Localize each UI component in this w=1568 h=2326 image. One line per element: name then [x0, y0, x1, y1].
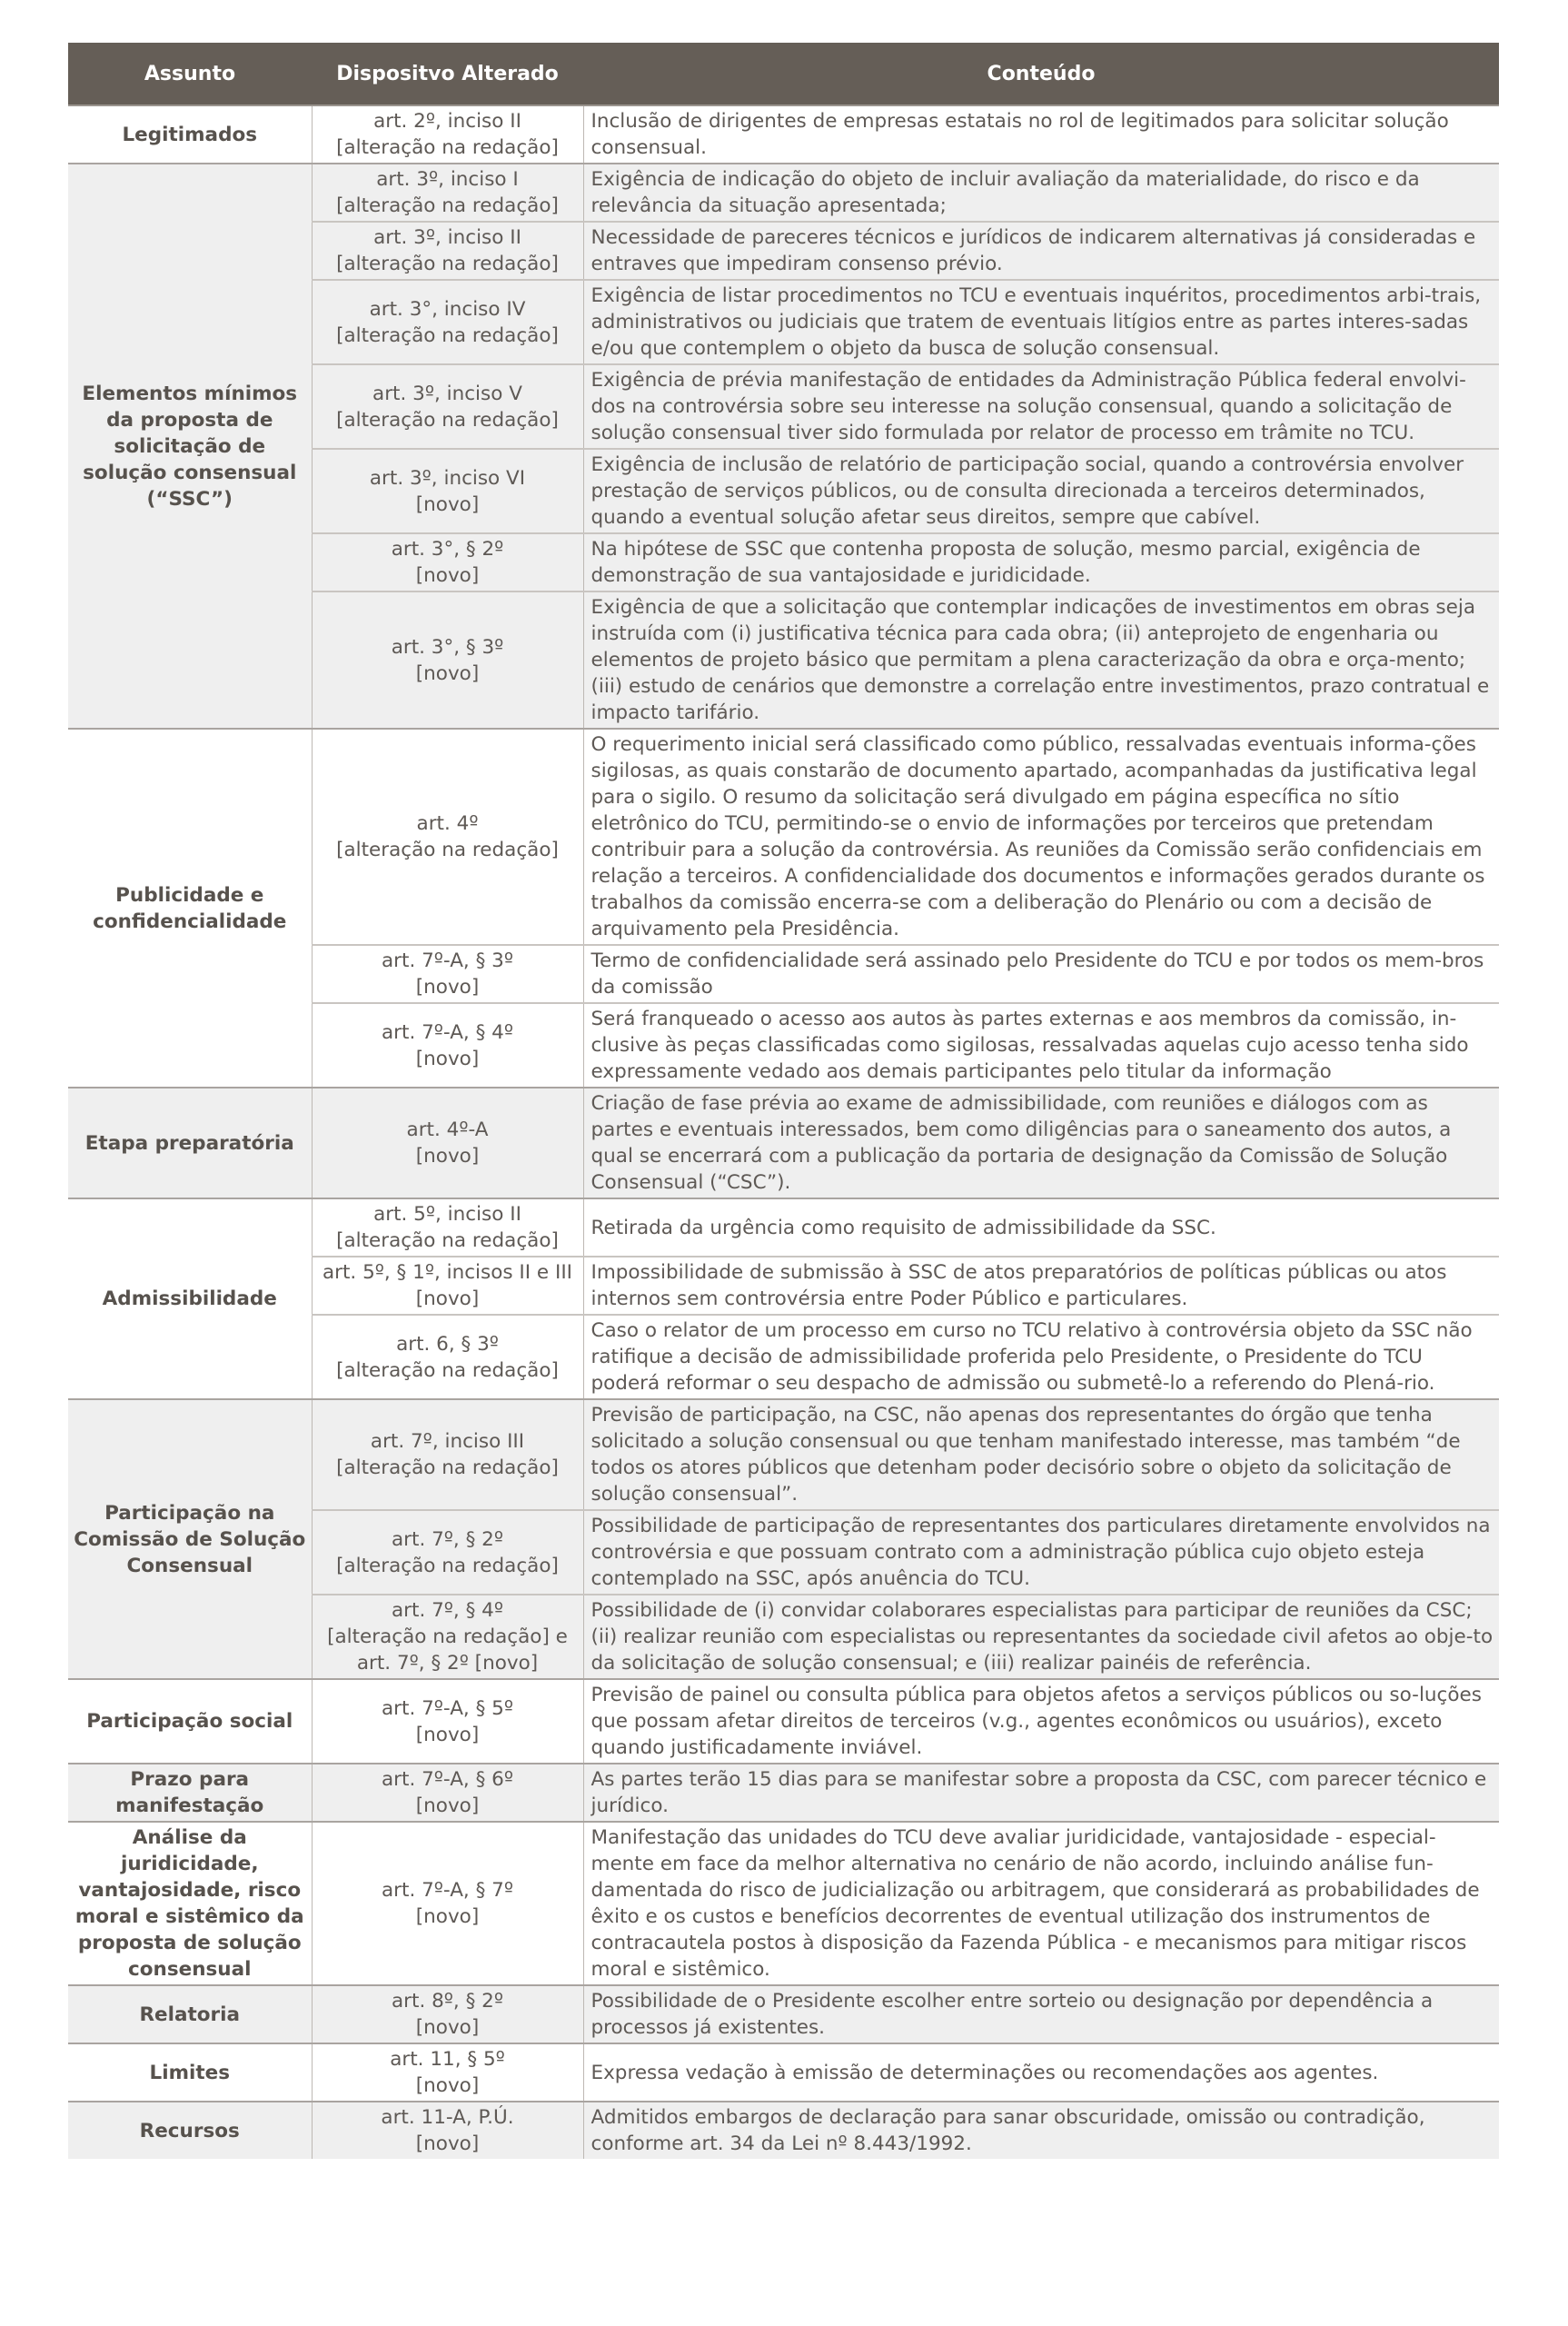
device-cell [312, 449, 583, 533]
amendments-table [68, 43, 1499, 2159]
device-line: [alteração na redação] [336, 323, 559, 347]
device-line: [alteração na redação] [336, 1456, 559, 1479]
subject-cell: Elementos mínimos da proposta de solicitação de solução consensual (“SSC”) [68, 164, 312, 729]
device-line: art. 11, § 5º [390, 2048, 505, 2071]
content-cell: Impossibilidade de submissão à SSC de atos preparatórios de políticas públicas ou atos internos sem controvérsia entre Poder Público e particulares. [583, 1257, 1499, 1315]
content-cell: As partes terão 15 dias para se manifestar sobre a proposta da CSC, com parecer técnico e jurídico. [583, 1764, 1499, 1822]
header-subject: Assunto [68, 43, 312, 105]
content-cell: Expressa vedação à emissão de determinações ou recomendações aos agentes. [583, 2043, 1499, 2102]
table-row [68, 1822, 1499, 1985]
content-cell: Necessidade de pareceres técnicos e jurídicos de indicarem alternativas já consideradas e entraves que impediram consenso prévio. [583, 222, 1499, 280]
table-row [68, 1198, 1499, 1257]
device-line: [alteração na redação] [336, 839, 559, 861]
table-header [68, 43, 1499, 105]
device-line: [alteração na redação] [336, 253, 559, 275]
table-row [68, 164, 1499, 222]
subject-group [68, 1822, 1499, 1985]
device-line: art. 7º-A, § 7º [382, 1879, 513, 1902]
device-cell [312, 591, 583, 729]
device-line: art. 5º, inciso II [373, 1203, 521, 1226]
device-line: [novo] [415, 2016, 480, 2039]
content-cell: Exigência de listar procedimentos no TCU e eventuais inquéritos, procedimentos arbi-trais, administrativos ou judiciais que tratem de eventuais litígios entre as partes interes-sadas e/ou que contemplem o objeto da busca de solução consensual. [583, 280, 1499, 364]
subject-cell: Relatoria [68, 1985, 312, 2043]
device-cell [312, 1198, 583, 1257]
device-line: art. 7º-A, § 5º [382, 1696, 513, 1720]
device-line: [alteração na redação] [336, 136, 559, 159]
content-cell: Possibilidade de participação de representantes dos particulares diretamente envolvidos na controvérsia e que possuam contrato com a administração pública cujo objeto esteja contemplado na SSC, após anuência do TCU. [583, 1510, 1499, 1595]
content-cell: Exigência de prévia manifestação de entidades da Administração Pública federal envolvi-dos na controvérsia sobre seu interesse na solução consensual, quando a solicitação de solução consensual tiver sido formulada por relator de processo em trâmite no TCU. [583, 364, 1499, 449]
device-line: art. 3°, § 2º [391, 538, 504, 561]
device-line: [alteração na redação] [336, 1358, 559, 1382]
header-row [68, 43, 1499, 105]
device-line: art. 7º-A, § 6º [382, 1768, 513, 1791]
device-line: art. 5º, § 1º, incisos II e III [322, 1261, 573, 1284]
table-row [68, 2043, 1499, 2102]
content-cell: Previsão de participação, na CSC, não apenas dos representantes do órgão que tenha solicitado a solução consensual ou que tenham manifestado interesse, mas também “de todos os atores públicos que detenham poder decisório sobre o objeto da solicitação de solução consensual”. [583, 1399, 1499, 1510]
content-cell: Possibilidade de (i) convidar colaborares especialistas para participar de reuniões da CSC; (ii) realizar reunião com especialistas ou representantes da sociedade civil afetos ao obje-to da solicitação de solução consensual; e (iii) realizar painéis de referência. [583, 1595, 1499, 1679]
device-line: [novo] [415, 1794, 480, 1817]
device-cell [312, 1679, 583, 1764]
content-cell: Exigência de indicação do objeto de incluir avaliação da materialidade, do risco e da relevância da situação apresentada; [583, 164, 1499, 222]
subject-group [68, 2102, 1499, 2159]
table-row [68, 1679, 1499, 1764]
content-cell: Exigência de inclusão de relatório de participação social, quando a controvérsia envolver prestação de serviços públicos, ou de consulta direcionada a terceiros determinados, quando a eventual solução afetar seus direitos, sempre que cabível. [583, 449, 1499, 533]
device-line: [alteração na redação] [336, 1229, 559, 1252]
device-cell [312, 1003, 583, 1088]
subject-cell: Prazo para manifestação [68, 1764, 312, 1822]
content-cell: Inclusão de dirigentes de empresas estatais no rol de legitimados para solicitar solução consensual. [583, 105, 1499, 164]
device-line: art. 7º, § 2º [392, 1527, 503, 1551]
device-line: art. 3º, inciso II [373, 226, 521, 249]
device-line: [novo] [415, 1145, 480, 1168]
device-cell [312, 364, 583, 449]
device-line: [alteração na redação] [336, 1554, 559, 1577]
subject-group [68, 1764, 1499, 1822]
device-line: [novo] [415, 564, 480, 587]
device-cell [312, 1510, 583, 1595]
device-line: art. 7º, § 2º [novo] [356, 1652, 539, 1675]
device-cell [312, 1315, 583, 1399]
device-cell [312, 280, 583, 364]
device-cell [312, 1399, 583, 1510]
table-row [68, 1985, 1499, 2043]
subject-group [68, 1679, 1499, 1764]
device-cell [312, 1822, 583, 1985]
device-cell [312, 729, 583, 945]
table-row [68, 1764, 1499, 1822]
device-line: [novo] [415, 976, 480, 999]
device-line: [alteração na redação] [336, 408, 559, 432]
table-row [68, 1088, 1499, 1198]
device-cell [312, 945, 583, 1003]
device-line: art. 7º-A, § 3º [382, 949, 513, 972]
table-row [68, 1399, 1499, 1510]
device-cell [312, 2102, 583, 2159]
device-cell [312, 222, 583, 280]
subject-group [68, 1985, 1499, 2043]
content-cell: Termo de confidencialidade será assinado pelo Presidente do TCU e por todos os mem-bros da comissão [583, 945, 1499, 1003]
table-row [68, 2102, 1499, 2159]
content-cell: O requerimento inicial será classificado como público, ressalvadas eventuais informa-ções sigilosas, as quais constarão de documento apartado, acompanhadas da justificativa legal para o sigilo. O resumo da solicitação será divulgado em página específica no sítio eletrônico do TCU, permitindo-se o envio de informações por terceiros que pretendam contribuir para a solução da controvérsia. As reuniões da Comissão serão confidenciais em relação a terceiros. A confidencialidade dos documentos e informações gerados durante os trabalhos da comissão encerra-se com a deliberação do Plenário ou com a decisão de arquivamento pela Presidência. [583, 729, 1499, 945]
subject-cell: Participação social [68, 1679, 312, 1764]
device-line: [novo] [415, 2132, 480, 2155]
subject-group [68, 1399, 1499, 1679]
content-cell: Previsão de painel ou consulta pública para objetos afetos a serviços públicos ou so-luções que possam afetar direitos de terceiros (v.g., agentes econômicos ou usuários), exceto quando justificadamente inviável. [583, 1679, 1499, 1764]
subject-group [68, 164, 1499, 729]
device-line: [novo] [415, 2074, 480, 2097]
device-line: art. 7º, inciso III [370, 1430, 525, 1453]
device-line: art. 3º, inciso I [376, 168, 519, 191]
device-line: art. 3º, inciso VI [369, 466, 526, 490]
device-line: art. 11-A, P.Ú. [381, 2106, 514, 2129]
device-line: art. 6, § 3º [396, 1332, 499, 1356]
header-content: Conteúdo [583, 43, 1499, 105]
subject-cell: Limites [68, 2043, 312, 2102]
subject-cell: Publicidade e confidencialidade [68, 729, 312, 1088]
content-cell: Retirada da urgência como requisito de admissibilidade da SSC. [583, 1198, 1499, 1257]
device-line: art. 4º [416, 812, 479, 835]
device-line: art. 7º-A, § 4º [382, 1020, 513, 1044]
device-line: [alteração na redação] e [327, 1625, 568, 1648]
device-cell [312, 1257, 583, 1315]
device-cell [312, 1088, 583, 1198]
device-line: art. 3º, inciso V [372, 382, 522, 405]
content-cell: Exigência de que a solicitação que contemplar indicações de investimentos em obras seja instruída com (i) justificativa técnica para cada obra; (ii) anteprojeto de engenharia ou elementos de projeto básico que permitam a plena caracterização da obra e orça-mento; (iii) estudo de cenários que demonstre a correlação entre investimentos, prazo contratual e impacto tarifário. [583, 591, 1499, 729]
subject-group [68, 1198, 1499, 1399]
subject-group [68, 2043, 1499, 2102]
device-line: [novo] [415, 661, 480, 685]
content-cell: Caso o relator de um processo em curso no TCU relativo à controvérsia objeto da SSC não ratifique a decisão de admissibilidade proferida pelo Presidente, o Presidente do TCU poderá reformar o seu despacho de admissão ou submetê-lo a referendo do Plená-rio. [583, 1315, 1499, 1399]
device-cell [312, 164, 583, 222]
subject-cell: Etapa preparatória [68, 1088, 312, 1198]
subject-cell: Recursos [68, 2102, 312, 2159]
device-line: [novo] [415, 492, 480, 516]
device-line: art. 4º-A [406, 1118, 489, 1141]
subject-cell: Participação na Comissão de Solução Consensual [68, 1399, 312, 1679]
content-cell: Será franqueado o acesso aos autos às partes externas e aos membros da comissão, in-clusive às peças classificadas como sigilosas, ressalvadas aquelas cujo acesso tenha sido expressamente vedado aos demais participantes pelo titular da informação [583, 1003, 1499, 1088]
device-line: [novo] [415, 1723, 480, 1746]
subject-cell: Análise da juridicidade, vantajosidade, risco moral e sistêmico da proposta de solução consensual [68, 1822, 312, 1985]
device-line: art. 7º, § 4º [392, 1599, 503, 1622]
table-row [68, 105, 1499, 164]
header-device: Dispositvo Alterado [312, 43, 583, 105]
device-line: art. 3°, inciso IV [369, 297, 526, 321]
device-cell [312, 2043, 583, 2102]
subject-cell: Admissibilidade [68, 1198, 312, 1399]
table-row [68, 729, 1499, 945]
device-line: art. 8º, § 2º [392, 1990, 503, 2013]
content-cell: Manifestação das unidades do TCU deve avaliar juridicidade, vantajosidade - especial-mente em face da melhor alternativa no cenário de não acordo, incluindo análise fun-damentada do risco de judicialização ou arbitragem, que considerará as probabilidades de êxito e os custos e benefícios decorrentes de eventual utilização dos instrumentos de contracautela postos à disposição da Fazenda Pública - e mecanismos para mitigar riscos moral e sistêmico. [583, 1822, 1499, 1985]
device-cell [312, 1985, 583, 2043]
device-cell [312, 105, 583, 164]
device-cell [312, 1764, 583, 1822]
device-line: art. 2º, inciso II [373, 110, 521, 133]
content-cell: Na hipótese de SSC que contenha proposta de solução, mesmo parcial, exigência de demonstração de sua vantajosidade e juridicidade. [583, 533, 1499, 591]
content-cell: Criação de fase prévia ao exame de admissibilidade, com reuniões e diálogos com as partes e eventuais interessados, bem como diligências para o saneamento dos autos, a qual se encerrará com a publicação da portaria de designação da Comissão de Solução Consensual (“CSC”). [583, 1088, 1499, 1198]
device-line: [novo] [415, 1287, 480, 1310]
device-line: [novo] [415, 1905, 480, 1928]
device-line: [novo] [415, 1047, 480, 1070]
amendments-table-container [68, 43, 1499, 2159]
subject-cell: Legitimados [68, 105, 312, 164]
subject-group [68, 729, 1499, 1088]
device-cell [312, 1595, 583, 1679]
device-line: [alteração na redação] [336, 194, 559, 217]
device-line: art. 3°, § 3º [391, 635, 504, 659]
content-cell: Admitidos embargos de declaração para sanar obscuridade, omissão ou contradição, conforme art. 34 da Lei nº 8.443/1992. [583, 2102, 1499, 2159]
subject-group [68, 105, 1499, 164]
device-cell [312, 533, 583, 591]
content-cell: Possibilidade de o Presidente escolher entre sorteio ou designação por dependência a processos já existentes. [583, 1985, 1499, 2043]
subject-group [68, 1088, 1499, 1198]
